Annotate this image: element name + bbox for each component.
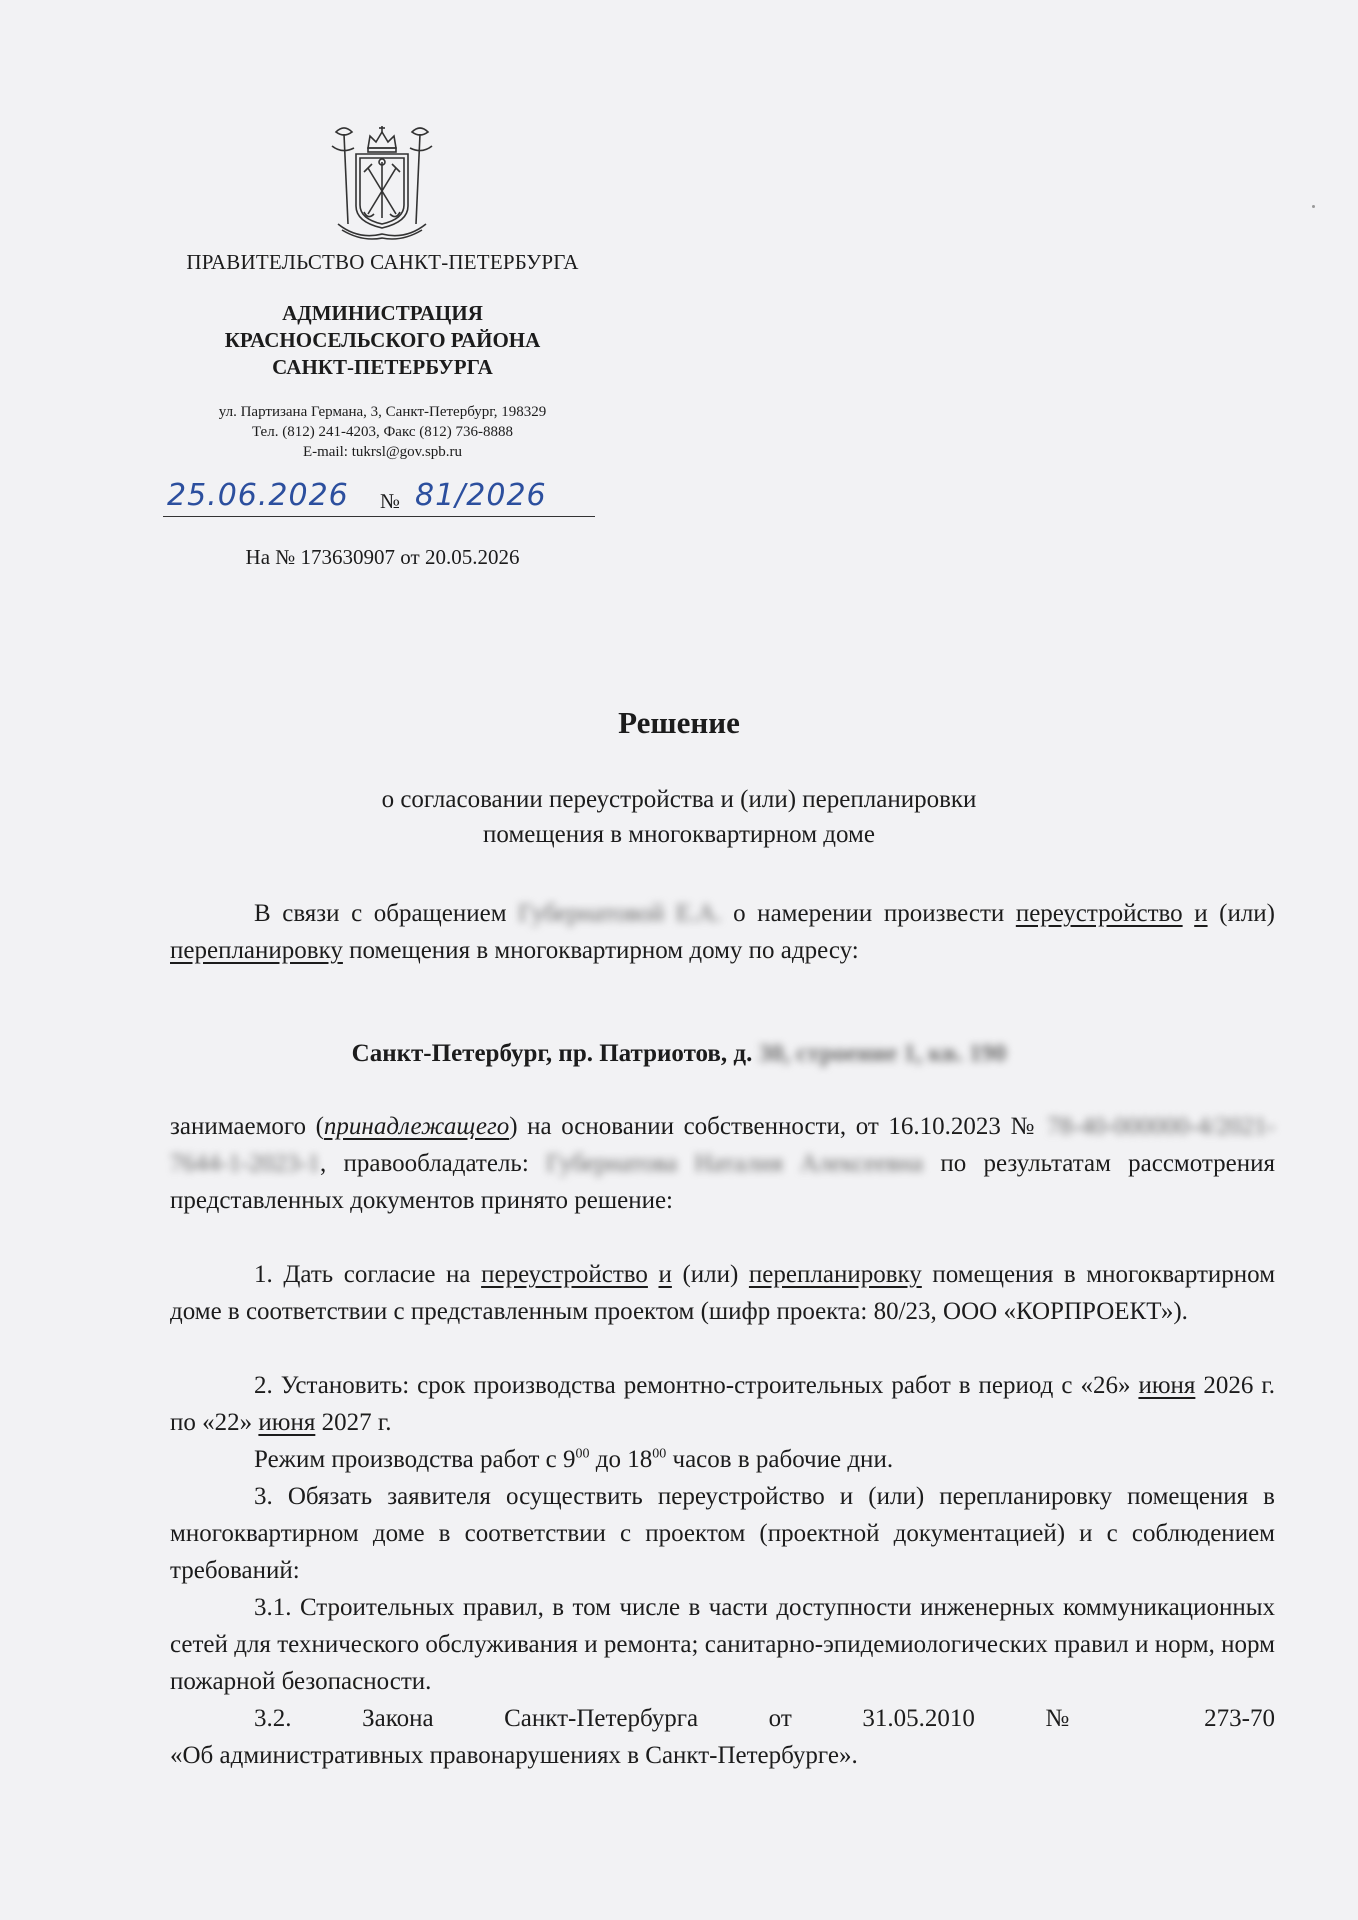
government-name: ПРАВИТЕЛЬСТВО САНКТ-ПЕТЕРБУРГА	[186, 250, 579, 274]
document-subtitle	[0, 782, 1358, 852]
admin-line-3: САНКТ-ПЕТЕРБУРГА	[272, 355, 493, 379]
number-sign: №	[380, 489, 401, 513]
record-number-redacted: 78-40-000000-4/2021-7644-1-2023-1	[170, 1113, 1276, 1177]
handwritten-number: 81/2026	[415, 478, 547, 513]
owner-name-redacted: Губернатова Наталия Алексеевна	[546, 1150, 924, 1177]
item-3-1: 3.1. Строительных правил, в том числе в части доступности инженерных коммуникационных сетей для технического обслуживания и ремонта; санитарно-эпидемиологических правил и норм, норм пожарной безопасности.	[170, 1594, 1275, 1695]
coat-of-arms-emblem	[318, 124, 446, 242]
admin-line-2: КРАСНОСЕЛЬСКОГО РАЙОНА	[224, 328, 541, 352]
subtitle-line-2: помещения в многоквартирном доме	[483, 821, 875, 848]
administration-name	[155, 300, 610, 381]
email-address: E-mail: tukrsl@gov.spb.ru	[302, 444, 463, 460]
intro-paragraph: В связи с обращением Губернатовой Е.А. о намерении произвести переустройство и (или) перепланировку помещения в многоквартирном дому по адресу:	[170, 900, 1276, 964]
document-title: Решение	[618, 705, 740, 740]
work-hours: Режим производства работ с $9^{00}$ до $18^{00}$ часов в рабочие дни.	[254, 1446, 894, 1473]
contact-block	[155, 402, 610, 462]
phone-fax: Тел. (812) 241-4203, Факс (812) 736-8888	[251, 424, 514, 440]
postal-address: ул. Партизана Германа, 3, Санкт-Петербург, 198329	[218, 404, 547, 420]
item-2: 2. Установить: срок производства ремонтно-строительных работ в период с «26» июня 2026 г. по «22» июня 2027 г.	[170, 1372, 1276, 1436]
item-3: 3. Обязать заявителя осуществить переустройство и (или) перепланировку помещения в многоквартирном доме в соответствии с проектом (проектной документацией) и с соблюдением требований:	[170, 1483, 1275, 1584]
scan-dot	[1312, 205, 1315, 208]
item-1: 1. Дать согласие на переустройство и (или) перепланировку помещения в многоквартирном доме в соответствии с представленным проектом (шифр проекта: 80/23, ООО «КОРПРОЕКТ»).	[170, 1261, 1276, 1325]
subtitle-line-1: о согласовании переустройства и (или) перепланировки	[381, 786, 977, 813]
reply-reference: На № 173630907 от 20.05.2026	[245, 545, 520, 569]
ownership-paragraph: занимаемого (принадлежащего) на основании собственности, от 16.10.2023 № 78-40-000000-4/2021-7644-1-2023-1, правообладатель: Губернатова Наталия Алексеевна по результатам рассмотрения представленных документов принято решение:	[170, 1113, 1276, 1214]
applicant-name-redacted: Губернатовой Е.А.	[518, 900, 722, 927]
item-3-2-line-2: «Об административных правонарушениях в Санкт-Петербурге».	[170, 1742, 858, 1769]
item-3-2-line-1: 3.2. Закона Санкт-Петербурга от 31.05.2010 № 273-70	[254, 1705, 1275, 1732]
address-redacted: 30, строение 1, кв. 190	[758, 1040, 1007, 1067]
admin-line-1: АДМИНИСТРАЦИЯ	[282, 301, 483, 325]
handwritten-date: 25.06.2026	[167, 478, 349, 513]
object-address: Санкт-Петербург, пр. Патриотов, д. 30, строение 1, кв. 190	[351, 1040, 1007, 1067]
